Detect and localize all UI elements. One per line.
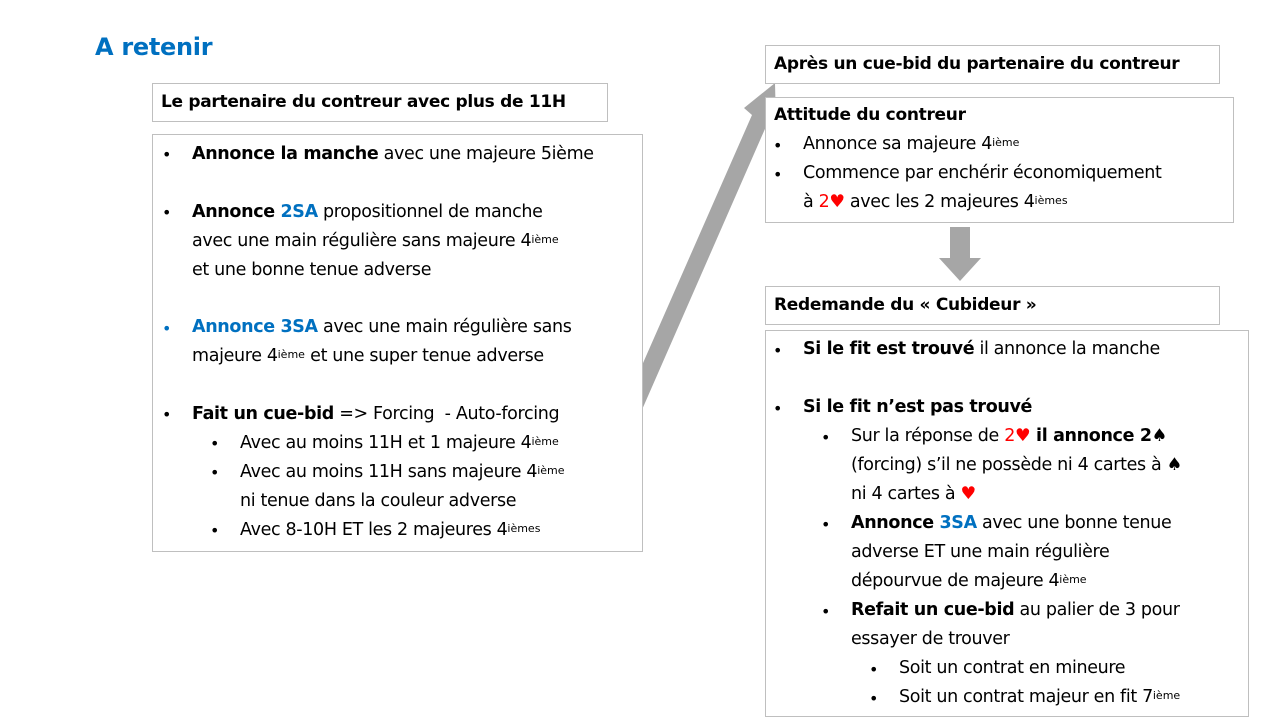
right-top-header-box — [765, 45, 1220, 84]
left-header: Le partenaire du contreur avec plus de 11H — [161, 92, 566, 112]
item-text: avec une majeure 5ième — [378, 144, 594, 164]
page-title: A retenir — [95, 33, 213, 61]
item-text: essayer de trouver — [851, 629, 1010, 649]
item-bold: Annonce la manche — [192, 144, 379, 164]
bid-2sa: 2SA — [280, 202, 318, 222]
redemande-header-box — [765, 286, 1220, 325]
bullet: • — [773, 341, 783, 360]
redemande-subsub-2 — [899, 683, 1180, 712]
bullet: • — [162, 145, 172, 164]
item-text: ni tenue dans la couleur adverse — [240, 491, 517, 511]
bullet: • — [162, 203, 172, 222]
item-text: Soit un contrat majeur en fit 7 — [899, 687, 1153, 707]
item-text: avec une main régulière sans majeure 4 — [192, 231, 532, 251]
bullet: • — [773, 399, 783, 418]
bullet: • — [210, 434, 220, 453]
redemande-subsub-1 — [899, 654, 1125, 683]
superscript: ième — [992, 136, 1020, 149]
superscript: ièmes — [1034, 194, 1068, 207]
list-item-2sa — [192, 198, 559, 285]
item-text: dépourvue de majeure 4 — [851, 571, 1060, 591]
item-text: avec une main régulière sans — [317, 317, 572, 337]
item-text: avec une bonne tenue — [976, 513, 1172, 533]
item-bold: il annonce 2♠ — [1030, 426, 1168, 446]
bullet: • — [773, 165, 783, 184]
redemande-item-2 — [803, 393, 1032, 422]
attitude-box — [765, 97, 1234, 223]
redemande-sub-3 — [851, 596, 1180, 654]
list-item-3sa — [192, 313, 571, 371]
attitude-item-2 — [803, 159, 1162, 217]
sub-item-3 — [240, 516, 540, 545]
list-item-cue-bid — [192, 400, 559, 429]
heart-icon: ♥ — [960, 484, 976, 504]
superscript: ième — [537, 464, 565, 477]
item-text: ni 4 cartes à — [851, 484, 961, 504]
item-text: majeure 4 — [192, 346, 278, 366]
item-bold: Refait un cue-bid — [851, 600, 1015, 620]
bullet: • — [821, 602, 831, 621]
right-top-header: Après un cue-bid du partenaire du contreur — [774, 54, 1180, 74]
bid-3sa: 3SA — [939, 513, 977, 533]
item-text: et une super tenue adverse — [304, 346, 544, 366]
bullet: • — [869, 689, 879, 708]
left-header-box — [152, 83, 608, 122]
bullet: • — [210, 521, 220, 540]
item-text: => Forcing - Auto-forcing — [333, 404, 560, 424]
bullet: • — [162, 405, 172, 424]
left-content-box — [152, 134, 643, 552]
sub-item-2 — [240, 458, 565, 516]
superscript: ièmes — [507, 522, 541, 535]
sub-item-1 — [240, 429, 559, 458]
bullet: • — [773, 136, 783, 155]
item-bold: Annonce — [851, 513, 940, 533]
item-text: Sur la réponse de — [851, 426, 1005, 446]
item-bold: Si le fit est trouvé — [803, 339, 975, 359]
item-text: Soit un contrat en mineure — [899, 658, 1126, 678]
bullet: • — [210, 463, 220, 482]
item-text: à — [803, 192, 819, 212]
item-text: avec les 2 majeures 4 — [844, 192, 1035, 212]
redemande-header: Redemande du « Cubideur » — [774, 295, 1037, 315]
superscript: ième — [531, 233, 559, 246]
list-item-manche — [192, 140, 594, 169]
item-bold: Annonce — [192, 202, 281, 222]
item-text: Avec 8-10H ET les 2 majeures 4 — [240, 520, 508, 540]
superscript: ième — [1059, 573, 1087, 586]
attitude-item-1 — [803, 130, 1019, 159]
superscript: ième — [1152, 689, 1181, 702]
bullet: • — [821, 515, 831, 534]
item-text: Commence par enchérir économiquement — [803, 163, 1162, 183]
bullet: • — [869, 660, 879, 679]
item-bold: Fait un cue-bid — [192, 404, 334, 424]
item-text: (forcing) s’il ne possède ni 4 cartes à ♠ — [851, 455, 1182, 475]
item-bold: Si le fit n’est pas trouvé — [803, 397, 1033, 417]
bid-3sa: Annonce 3SA — [192, 317, 318, 337]
redemande-item-1 — [803, 335, 1160, 364]
attitude-header: Attitude du contreur — [774, 105, 966, 125]
bid-2-hearts: 2♥ — [1004, 426, 1031, 446]
redemande-sub-2 — [851, 509, 1171, 596]
superscript: ième — [277, 348, 305, 361]
down-arrow-icon — [939, 227, 981, 281]
item-text: propositionnel de manche — [317, 202, 543, 222]
item-text: Avec au moins 11H sans majeure 4 — [240, 462, 538, 482]
superscript: ième — [531, 435, 559, 448]
bullet: • — [162, 319, 172, 338]
item-text: au palier de 3 pour — [1014, 600, 1180, 620]
redemande-sub-1 — [851, 422, 1182, 509]
bid-2-hearts: 2♥ — [818, 192, 845, 212]
item-text: Annonce sa majeure 4 — [803, 134, 993, 154]
redemande-content-box — [765, 330, 1249, 717]
item-text: Avec au moins 11H et 1 majeure 4 — [240, 433, 532, 453]
item-text: et une bonne tenue adverse — [192, 260, 432, 280]
item-text: adverse ET une main régulière — [851, 542, 1110, 562]
item-text: il annonce la manche — [974, 339, 1160, 359]
bullet: • — [821, 428, 831, 447]
